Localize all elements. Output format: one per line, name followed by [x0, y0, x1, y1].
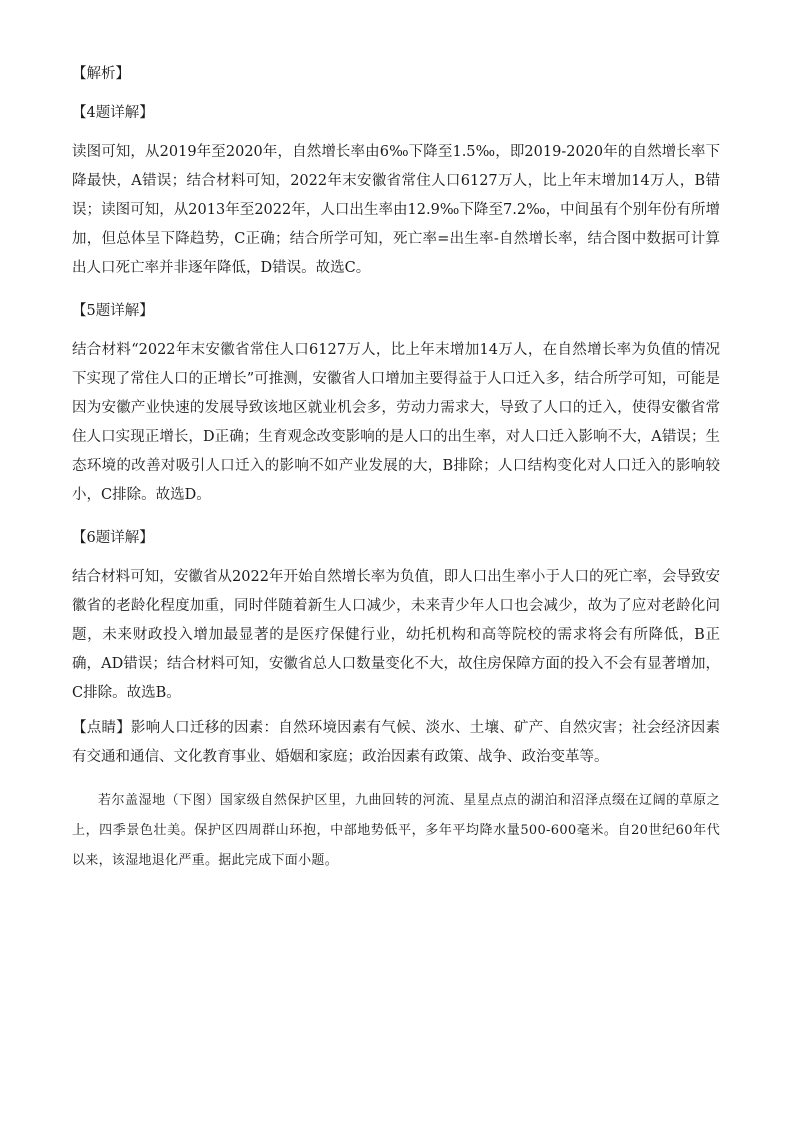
q5-explanation: 结合材料“2022年末安徽省常住人口6127万人，比上年末增加14万人，在自然增长率为负值的情况下实现了常住人口的正增长”可推测，安徽省人口增加主要得益于人口迁入多，结合所学可知，可能是因为安徽产业快速的发展导致该地区就业机会多，劳动力需求大，导致了人口的迁入，使得安徽省常住人口实现正增长，D正确；生育观念改变影响的是人口的出生率，对人口迁入影响不大，A错误；生态环境的改善对吸引人口迁入的影响不如产业发展的大，B排除；人口结构变化对人口迁入的影响较小，C排除。故选D。	[72, 342, 720, 503]
q5-heading: 【5题详解】	[72, 303, 154, 319]
dianjing-note: 【点睛】影响人口迁移的因素：自然环境因素有气候、淡水、土壤、矿产、自然灾害；社会经济因素有交通和通信、文化教育事业、婚姻和家庭；政治因素有政策、战争、政治变革等。	[72, 720, 720, 765]
q4-explanation: 读图可知，从2019年至2020年，自然增长率由6‰下降至1.5‰，即2019-2020年的自然增长率下降最快，A错误；结合材料可知，2022年末安徽省常住人口6127万人，比上年末增加14万人，B错误；读图可知，从2013年至2022年，人口出生率由12.9‰下降至7.2‰，中间虽有个别年份有所增加，但总体呈下降趋势，C正确；结合所学可知，死亡率=出生率-自然增长率，结合图中数据可计算出人口死亡率并非逐年降低，D错误。故选C。	[72, 144, 720, 276]
material-passage: 若尔盖湿地（下图）国家级自然保护区里，九曲回转的河流、星星点点的湖泊和沼泽点缀在辽阔的草原之上，四季景色壮美。保护区四周群山环抱，中部地势低平，多年平均降水量500-600毫米。自20世纪60年代以来，该湿地退化严重。据此完成下面小题。	[72, 793, 720, 868]
q4-heading: 【4题详解】	[72, 105, 154, 121]
analysis-label: 【解析】	[72, 66, 130, 82]
q6-explanation: 结合材料可知，安徽省从2022年开始自然增长率为负值，即人口出生率小于人口的死亡率，会导致安徽省的老龄化程度加重，同时伴随着新生人口减少，未来青少年人口也会减少，故为了应对老龄化问题，未来财政投入增加最显著的是医疗保健行业，幼托机构和高等院校的需求将会有所降低，B正确，AD错误；结合材料可知，安徽省总人口数量变化不大，故住房保障方面的投入不会有显著增加，C排除。故选B。	[72, 569, 720, 701]
document-page	[72, 60, 720, 876]
q6-heading: 【6题详解】	[72, 530, 154, 546]
